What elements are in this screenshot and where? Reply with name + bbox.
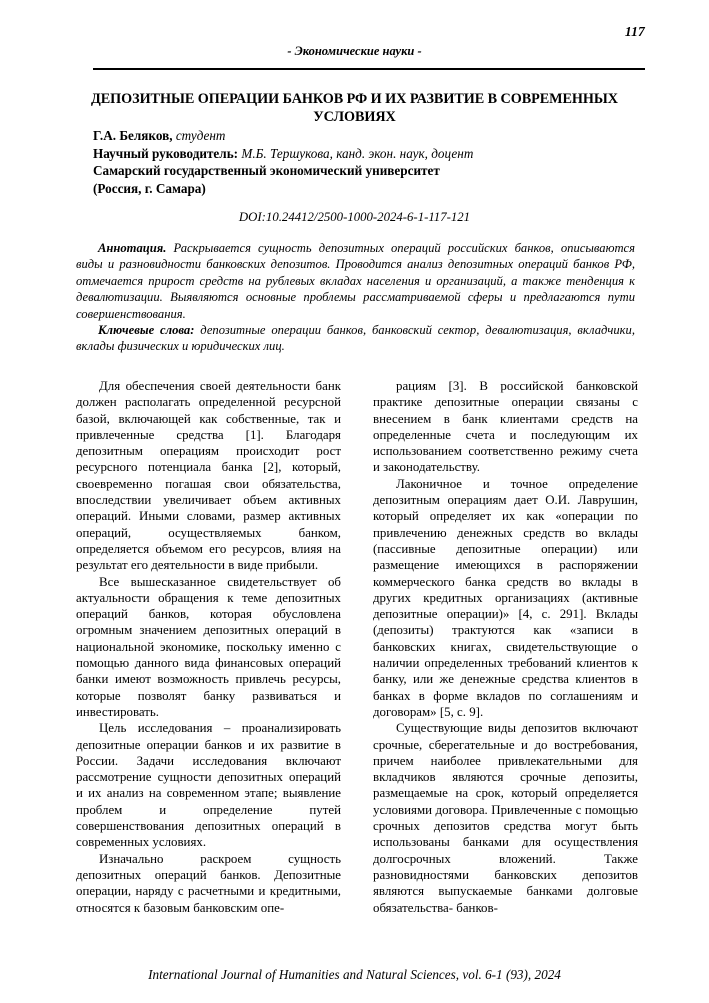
body-columns (76, 378, 638, 938)
keywords-paragraph (76, 322, 635, 355)
keywords-label: Ключевые слова: (98, 323, 195, 338)
right-column (373, 378, 638, 938)
body-paragraph: рациям [3]. В российской банковской практике депозитные операции связаны с внесением в банк клиентами средств на определенные счета и последующим их использованием соответственно режиму счета и законодательству. (373, 379, 638, 475)
author-line (93, 127, 646, 145)
affiliation-line: Самарский государственный экономический университет (93, 163, 440, 179)
left-column (76, 378, 341, 938)
abstract-block (76, 240, 635, 355)
author-role: студент (175, 128, 226, 143)
body-paragraph: Цель исследования – проанализировать депозитные операции банков и их развитие в России. Задачи исследования включают рассмотрение сущности депозитных операций и их анализ на современном этапе; выявление проблем и определение путей совершенствования депозитных операций в современных условиях. (76, 721, 341, 850)
author-name: Г.А. Беляков, (93, 128, 173, 143)
abstract-text: Раскрывается сущность депозитных операций российских банков, описываются виды и разновидности банковских депозитов. Проводится анализ депозитных операций банков РФ, отмечается прирост средств на рублевых вкладах населения и организаций, а также тенденция к девалютизации. Выявляются основные проблемы рассматриваемой сферы и предлагаются пути совершенствования. (76, 241, 635, 321)
supervisor-name: М.Б. Тершукова, канд. экон. наук, доцент (241, 145, 474, 161)
running-head: - Экономические науки - (287, 44, 422, 58)
location-line: (Россия, г. Самара) (93, 180, 206, 196)
header-divider (93, 68, 645, 70)
page-number: 117 (624, 24, 645, 39)
body-paragraph: Все вышесказанное свидетельствует об актуальности обращения к теме депозитных операций банков, которая обусловлена огромным значением депозитных операций в национальной экономике, поскольку именно с помощью данного вида финансовых операций банки имеют возможность привлечь ресурсы, которые позволят банку развиваться и инвестировать. (76, 574, 341, 719)
body-paragraph: Для обеспечения своей деятельности банк должен располагать определенной ресурсной базой, включающей как собственные, так и привлеченные средства [1]. Благодаря депозитным операциям происходит рост ресурсного потенциала банка [2], который, своевременно погашая свои обязательства, впоследствии увеличивает объем активных операций. Иными словами, размер активных операций, осуществляемых банком, определяется объемом его ресурсов, влияя на результат его деятельности в виде прибыли. (76, 379, 341, 573)
abstract-paragraph (76, 240, 635, 322)
article-title: ДЕПОЗИТНЫЕ ОПЕРАЦИИ БАНКОВ РФ И ИХ РАЗВИТИЕ В СОВРЕМЕННЫХ УСЛОВИЯХ (91, 90, 618, 125)
footer-journal-line: International Journal of Humanities and Natural Sciences, vol. 6-1 (93), 2024 (148, 967, 561, 982)
author-block (93, 127, 646, 197)
body-paragraph: Лаконичное и точное определение депозитным операциям дает О.И. Лаврушин, который определяет их как «операции по привлечению денежных средств во вклады (пассивные депозитные операции) или размещение имеющихся в распоряжении коммерческого банка средств во вклады в других кредитных организациях (активные депозитные операции)» [4, с. 291]. Вклады (депозиты) трактуются как «записи в банковских книгах, свидетельствующие о наличии определенных требований клиентов к банку, или же денежные средства клиентов в банках в форме вкладов по соглашениям и договорам» [5, с. 9]. (373, 476, 638, 719)
supervisor-line (93, 145, 646, 163)
supervisor-label: Научный руководитель: (93, 145, 239, 161)
body-paragraph: Изначально раскроем сущность депозитных операций банков. Депозитные операции, наряду с расчетными и кредитными, относятся к базовым банковским опе- (76, 851, 341, 915)
doi-line: DOI:10.24412/2500-1000-2024-6-1-117-121 (238, 210, 471, 224)
body-paragraph: Существующие виды депозитов включают срочные, сберегательные и до востребования, причем наиболее привлекательными для вкладчиков являются срочные депозиты, размещаемые на срок, который определяется условиями договора. Привлеченные с помощью срочных депозитов средства могут быть использованы банками для осуществления долгосрочных вложений. Также разновидностями банковских депозитов являются выпускаемые банками долговые обязательства- банков- (373, 721, 638, 915)
abstract-label: Аннотация. (98, 241, 167, 255)
keywords-text: депозитные операции банков, банковский сектор, девалютизация, вкладчики, вклады физических и юридических лиц. (76, 323, 635, 354)
